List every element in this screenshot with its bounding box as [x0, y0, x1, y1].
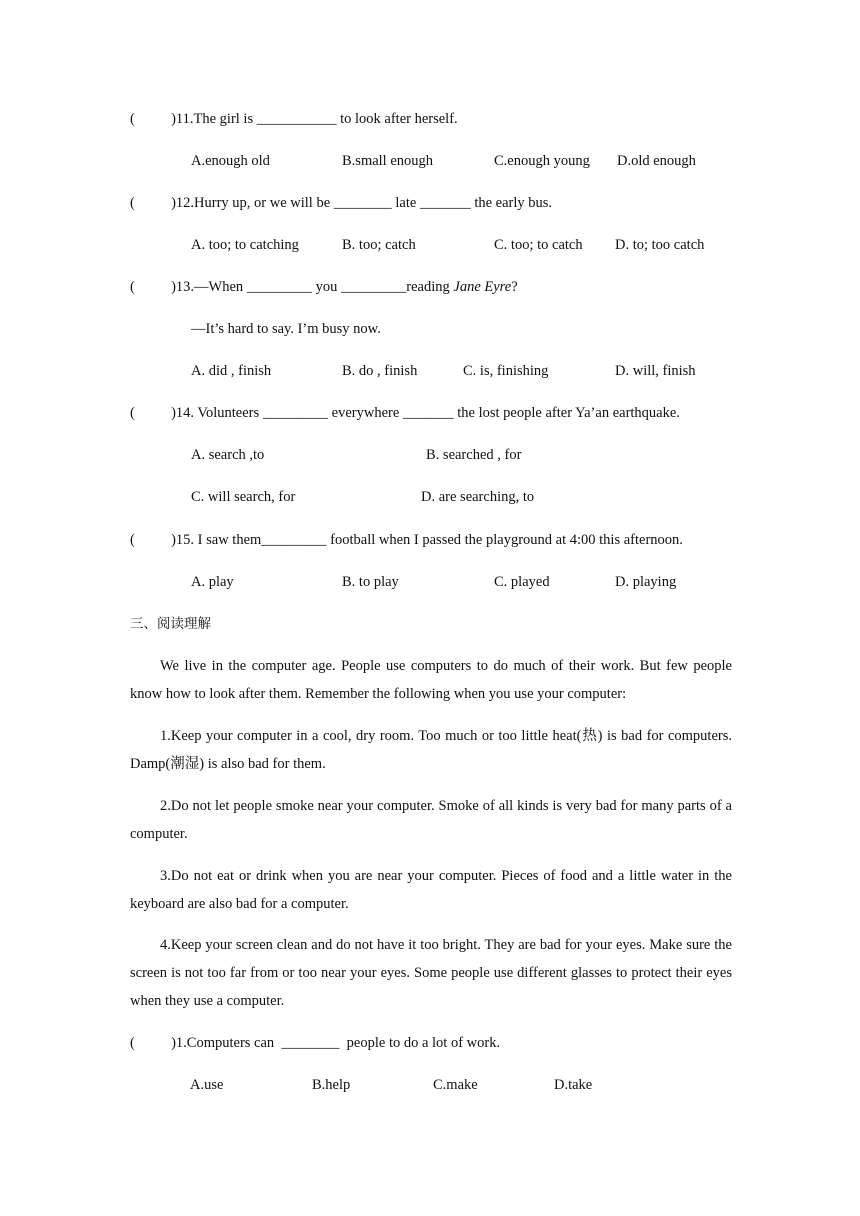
question-12-option-b: B. too; catch	[342, 237, 416, 253]
passage-point-1: 1.Keep your computer in a cool, dry room. Too much or too little heat(热) is bad for computers. Damp(潮湿) is also bad for them.	[130, 728, 732, 772]
question-12-stem: ( )12.Hurry up, or we will be ________ late _______ the early bus.	[130, 195, 553, 211]
question-13-book-title: Jane Eyre	[453, 279, 512, 295]
question-13-option-c: C. is, finishing	[463, 363, 549, 379]
question-15-option-b: B. to play	[342, 574, 399, 590]
reading-question-1-option-b: B.help	[312, 1077, 351, 1093]
question-15-option-a: A. play	[191, 574, 234, 590]
question-14-option-a: A. search ,to	[191, 447, 265, 463]
question-13-option-d: D. will, finish	[615, 363, 696, 379]
reading-question-1-stem: ( )1.Computers can ________ people to do a lot of work.	[130, 1035, 501, 1051]
passage-point-2: 2.Do not let people smoke near your computer. Smoke of all kinds is very bad for many parts of a computer.	[130, 798, 732, 842]
question-15-stem: ( )15. I saw them_________ football when I passed the playground at 4:00 this afternoon.	[130, 532, 683, 548]
question-11-option-b: B.small enough	[342, 153, 434, 169]
question-14-option-b: B. searched , for	[426, 447, 522, 463]
question-15-option-d: D. playing	[615, 574, 677, 590]
passage-point-3: 3.Do not eat or drink when you are near your computer. Pieces of food and a little water in the keyboard are also bad for a computer.	[130, 868, 732, 912]
question-12-option-a: A. too; to catching	[191, 237, 299, 253]
question-12-option-d: D. to; too catch	[615, 237, 705, 253]
question-13-option-b: B. do , finish	[342, 363, 418, 379]
reading-question-1-option-c: C.make	[433, 1077, 478, 1093]
question-14-option-c: C. will search, for	[191, 489, 296, 505]
question-13-reply: —It’s hard to say. I’m busy now.	[191, 321, 381, 337]
question-11-option-c: C.enough young	[494, 153, 590, 169]
question-13-option-a: A. did , finish	[191, 363, 272, 379]
question-15-option-c: C. played	[494, 574, 550, 590]
reading-question-1-option-a: A.use	[190, 1077, 224, 1093]
question-11-stem: ( )11.The girl is ___________ to look after herself.	[130, 111, 458, 127]
question-13-stem	[130, 278, 518, 296]
section-title: 三、阅读理解	[130, 616, 211, 632]
reading-question-1-option-d: D.take	[554, 1077, 593, 1093]
passage-point-4: 4.Keep your screen clean and do not have it too bright. They are bad for your eyes. Make sure the screen is not too far from or too near your eyes. Some people use different glasses to protect their eyes when they use a computer.	[130, 937, 732, 1009]
question-14-stem: ( )14. Volunteers _________ everywhere _______ the lost people after Ya’an earthquake.	[130, 405, 680, 421]
question-12-option-c: C. too; to catch	[494, 237, 583, 253]
question-11-option-a: A.enough old	[191, 153, 270, 169]
question-14-option-d: D. are searching, to	[421, 489, 535, 505]
passage-intro: We live in the computer age. People use computers to do much of their work. But few people know how to look after them. Remember the following when you use your computer:	[130, 658, 732, 702]
question-11-option-d: D.old enough	[617, 153, 696, 169]
question-13-stem-text: ( )13.—When _________ you _________reading	[130, 279, 454, 295]
question-13-stem-end: ?	[511, 279, 518, 295]
